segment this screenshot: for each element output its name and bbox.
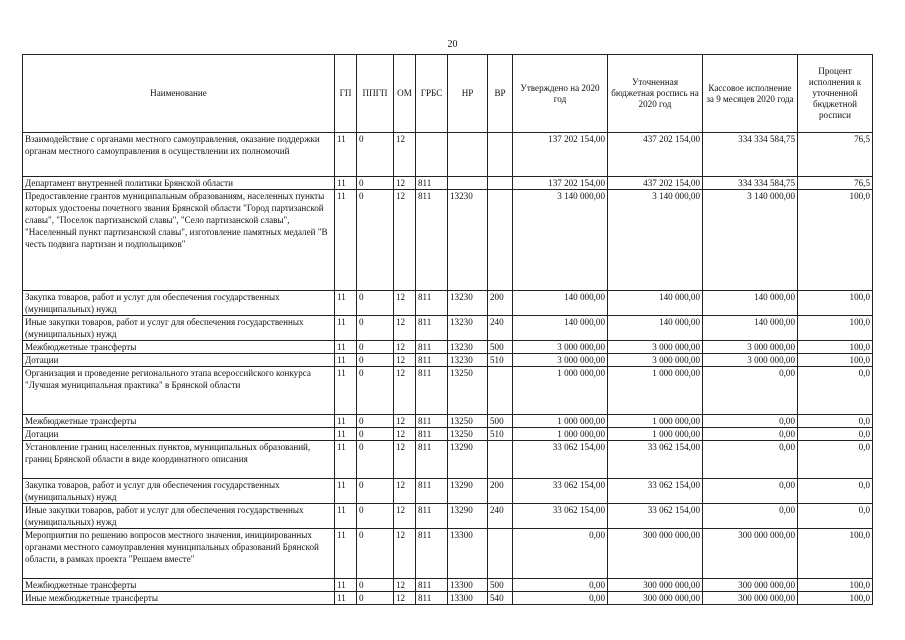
row-om-cell: 12 <box>394 415 416 428</box>
row-np-cell: 13290 <box>448 504 488 529</box>
table-row <box>23 354 873 367</box>
row-percent-cell: 100,0 <box>798 316 873 341</box>
table-row <box>23 367 873 415</box>
header-ppgp: ППГП <box>357 55 394 133</box>
row-np-cell: 13230 <box>448 354 488 367</box>
header-approved: Утверждено на 2020 год <box>513 55 608 133</box>
row-vr-cell: 240 <box>488 504 513 529</box>
table-row <box>23 579 873 592</box>
row-vr-cell <box>488 529 513 579</box>
row-refined-cell: 300 000 000,00 <box>608 579 703 592</box>
row-ppgp-cell: 0 <box>357 291 394 316</box>
row-gp-cell: 11 <box>335 133 357 177</box>
row-ppgp-cell: 0 <box>357 529 394 579</box>
row-vr-cell: 500 <box>488 415 513 428</box>
row-gp-cell: 11 <box>335 177 357 190</box>
row-name-cell: Взаимодействие с органами местного самоуправления, оказание поддержки органам местного самоуправления в осуществлении их полномочий <box>23 133 335 177</box>
row-ppgp-cell: 0 <box>357 133 394 177</box>
row-approved-cell: 0,00 <box>513 592 608 605</box>
row-om-cell: 12 <box>394 367 416 415</box>
header-percent: Процент исполнения к уточненной бюджетной росписи <box>798 55 873 133</box>
row-om-cell: 12 <box>394 504 416 529</box>
row-refined-cell: 1 000 000,00 <box>608 415 703 428</box>
row-cash-cell: 140 000,00 <box>703 291 798 316</box>
row-np-cell: 13230 <box>448 291 488 316</box>
row-approved-cell: 1 000 000,00 <box>513 367 608 415</box>
row-name-cell: Иные межбюджетные трансферты <box>23 592 335 605</box>
row-om-cell: 12 <box>394 479 416 504</box>
row-approved-cell: 3 000 000,00 <box>513 341 608 354</box>
row-percent-cell: 0,0 <box>798 367 873 415</box>
row-vr-cell <box>488 133 513 177</box>
row-gp-cell: 11 <box>335 316 357 341</box>
row-ppgp-cell: 0 <box>357 579 394 592</box>
row-cash-cell: 300 000 000,00 <box>703 529 798 579</box>
row-grbs-cell: 811 <box>416 529 448 579</box>
row-refined-cell: 140 000,00 <box>608 316 703 341</box>
row-grbs-cell: 811 <box>416 177 448 190</box>
row-approved-cell: 1 000 000,00 <box>513 415 608 428</box>
row-cash-cell: 0,00 <box>703 504 798 529</box>
table-header-row <box>23 55 873 133</box>
row-name-cell: Предоставление грантов муниципальным образованиям, населенных пункты которых удостоены почетного звания Брянской области "Город партизанской славы", "Поселок партизанской славы", "Село партизанской славы", "Населенный пункт партизанской славы", изготовление памятных медалей "В честь подвига партизан и подпольщиков" <box>23 190 335 291</box>
table-row <box>23 341 873 354</box>
row-grbs-cell: 811 <box>416 291 448 316</box>
row-om-cell: 12 <box>394 341 416 354</box>
table-row <box>23 504 873 529</box>
row-ppgp-cell: 0 <box>357 504 394 529</box>
row-gp-cell: 11 <box>335 428 357 441</box>
row-name-cell: Межбюджетные трансферты <box>23 341 335 354</box>
row-cash-cell: 0,00 <box>703 428 798 441</box>
row-grbs-cell: 811 <box>416 579 448 592</box>
header-np: НР <box>448 55 488 133</box>
row-om-cell: 12 <box>394 428 416 441</box>
row-om-cell: 12 <box>394 354 416 367</box>
row-vr-cell: 510 <box>488 428 513 441</box>
row-refined-cell: 437 202 154,00 <box>608 133 703 177</box>
row-ppgp-cell: 0 <box>357 441 394 479</box>
row-vr-cell: 500 <box>488 341 513 354</box>
row-approved-cell: 140 000,00 <box>513 291 608 316</box>
row-vr-cell: 510 <box>488 354 513 367</box>
row-np-cell: 13290 <box>448 441 488 479</box>
row-cash-cell: 334 334 584,75 <box>703 133 798 177</box>
row-ppgp-cell: 0 <box>357 367 394 415</box>
row-np-cell: 13300 <box>448 529 488 579</box>
row-grbs-cell: 811 <box>416 479 448 504</box>
row-ppgp-cell: 0 <box>357 316 394 341</box>
header-grbs: ГРБС <box>416 55 448 133</box>
row-approved-cell: 137 202 154,00 <box>513 133 608 177</box>
row-om-cell: 12 <box>394 579 416 592</box>
row-percent-cell: 100,0 <box>798 529 873 579</box>
row-percent-cell: 0,0 <box>798 441 873 479</box>
row-cash-cell: 0,00 <box>703 441 798 479</box>
row-cash-cell: 3 000 000,00 <box>703 341 798 354</box>
row-grbs-cell: 811 <box>416 341 448 354</box>
row-gp-cell: 11 <box>335 504 357 529</box>
row-vr-cell: 500 <box>488 579 513 592</box>
row-ppgp-cell: 0 <box>357 479 394 504</box>
row-refined-cell: 3 140 000,00 <box>608 190 703 291</box>
header-gp: ГП <box>335 55 357 133</box>
row-approved-cell: 33 062 154,00 <box>513 479 608 504</box>
row-gp-cell: 11 <box>335 415 357 428</box>
row-name-cell: Организация и проведение регионального этапа всероссийского конкурса "Лучшая муниципальная практика" в Брянской области <box>23 367 335 415</box>
row-approved-cell: 3 140 000,00 <box>513 190 608 291</box>
table-row <box>23 177 873 190</box>
row-vr-cell: 200 <box>488 291 513 316</box>
row-approved-cell: 1 000 000,00 <box>513 428 608 441</box>
row-gp-cell: 11 <box>335 190 357 291</box>
row-ppgp-cell: 0 <box>357 354 394 367</box>
row-cash-cell: 3 140 000,00 <box>703 190 798 291</box>
row-vr-cell <box>488 177 513 190</box>
row-name-cell: Департамент внутренней политики Брянской области <box>23 177 335 190</box>
row-name-cell: Дотации <box>23 354 335 367</box>
row-approved-cell: 0,00 <box>513 579 608 592</box>
row-gp-cell: 11 <box>335 341 357 354</box>
row-gp-cell: 11 <box>335 592 357 605</box>
row-vr-cell: 200 <box>488 479 513 504</box>
row-cash-cell: 0,00 <box>703 415 798 428</box>
row-percent-cell: 100,0 <box>798 592 873 605</box>
row-cash-cell: 140 000,00 <box>703 316 798 341</box>
row-ppgp-cell: 0 <box>357 177 394 190</box>
row-percent-cell: 100,0 <box>798 341 873 354</box>
row-np-cell: 13230 <box>448 316 488 341</box>
row-grbs-cell: 811 <box>416 428 448 441</box>
row-name-cell: Установление границ населенных пунктов, муниципальных образований, границ Брянской области в виде координатного описания <box>23 441 335 479</box>
row-cash-cell: 3 000 000,00 <box>703 354 798 367</box>
row-om-cell: 12 <box>394 529 416 579</box>
header-om: ОМ <box>394 55 416 133</box>
row-percent-cell: 76,5 <box>798 133 873 177</box>
row-grbs-cell: 811 <box>416 415 448 428</box>
row-percent-cell: 100,0 <box>798 291 873 316</box>
row-percent-cell: 100,0 <box>798 579 873 592</box>
row-percent-cell: 0,0 <box>798 479 873 504</box>
header-cash: Кассовое исполнение за 9 месяцев 2020 года <box>703 55 798 133</box>
row-gp-cell: 11 <box>335 579 357 592</box>
row-om-cell: 12 <box>394 441 416 479</box>
row-gp-cell: 11 <box>335 479 357 504</box>
row-grbs-cell: 811 <box>416 354 448 367</box>
row-om-cell: 12 <box>394 190 416 291</box>
row-gp-cell: 11 <box>335 291 357 316</box>
row-name-cell: Иные закупки товаров, работ и услуг для обеспечения государственных (муниципальных) нужд <box>23 316 335 341</box>
header-vr: ВР <box>488 55 513 133</box>
row-np-cell: 13230 <box>448 341 488 354</box>
row-refined-cell: 33 062 154,00 <box>608 479 703 504</box>
row-cash-cell: 0,00 <box>703 479 798 504</box>
row-refined-cell: 300 000 000,00 <box>608 529 703 579</box>
header-name: Наименование <box>23 55 335 133</box>
table-row <box>23 316 873 341</box>
row-ppgp-cell: 0 <box>357 415 394 428</box>
row-grbs-cell <box>416 133 448 177</box>
row-refined-cell: 33 062 154,00 <box>608 441 703 479</box>
row-name-cell: Мероприятия по решению вопросов местного значения, инициированных органами местного самоуправления муниципальных образований Брянской области, в рамках проекта "Решаем вместе" <box>23 529 335 579</box>
row-grbs-cell: 811 <box>416 504 448 529</box>
row-np-cell: 13250 <box>448 428 488 441</box>
row-vr-cell: 540 <box>488 592 513 605</box>
row-grbs-cell: 811 <box>416 316 448 341</box>
row-np-cell <box>448 177 488 190</box>
table-row <box>23 441 873 479</box>
row-refined-cell: 3 000 000,00 <box>608 341 703 354</box>
row-om-cell: 12 <box>394 177 416 190</box>
row-om-cell: 12 <box>394 316 416 341</box>
row-ppgp-cell: 0 <box>357 190 394 291</box>
row-np-cell: 13300 <box>448 579 488 592</box>
row-approved-cell: 140 000,00 <box>513 316 608 341</box>
row-approved-cell: 3 000 000,00 <box>513 354 608 367</box>
row-percent-cell: 0,0 <box>798 504 873 529</box>
row-name-cell: Закупка товаров, работ и услуг для обеспечения государственных (муниципальных) нужд <box>23 291 335 316</box>
row-approved-cell: 33 062 154,00 <box>513 504 608 529</box>
row-om-cell: 12 <box>394 592 416 605</box>
row-percent-cell: 100,0 <box>798 190 873 291</box>
row-vr-cell <box>488 190 513 291</box>
table-row <box>23 415 873 428</box>
row-ppgp-cell: 0 <box>357 592 394 605</box>
row-refined-cell: 3 000 000,00 <box>608 354 703 367</box>
row-np-cell: 13300 <box>448 592 488 605</box>
row-cash-cell: 300 000 000,00 <box>703 592 798 605</box>
row-gp-cell: 11 <box>335 367 357 415</box>
table-row <box>23 428 873 441</box>
row-name-cell: Межбюджетные трансферты <box>23 415 335 428</box>
row-grbs-cell: 811 <box>416 190 448 291</box>
header-refined: Уточненная бюджетная роспись на 2020 год <box>608 55 703 133</box>
row-om-cell: 12 <box>394 133 416 177</box>
row-percent-cell: 0,0 <box>798 428 873 441</box>
table-row <box>23 133 873 177</box>
row-vr-cell <box>488 367 513 415</box>
row-approved-cell: 33 062 154,00 <box>513 441 608 479</box>
table-row <box>23 529 873 579</box>
row-refined-cell: 1 000 000,00 <box>608 428 703 441</box>
row-np-cell <box>448 133 488 177</box>
row-approved-cell: 137 202 154,00 <box>513 177 608 190</box>
row-refined-cell: 1 000 000,00 <box>608 367 703 415</box>
row-np-cell: 13290 <box>448 479 488 504</box>
row-refined-cell: 300 000 000,00 <box>608 592 703 605</box>
row-percent-cell: 0,0 <box>798 415 873 428</box>
row-refined-cell: 140 000,00 <box>608 291 703 316</box>
table-row <box>23 479 873 504</box>
row-np-cell: 13250 <box>448 367 488 415</box>
budget-execution-table <box>22 54 873 605</box>
row-percent-cell: 100,0 <box>798 354 873 367</box>
row-gp-cell: 11 <box>335 441 357 479</box>
row-cash-cell: 300 000 000,00 <box>703 579 798 592</box>
row-grbs-cell: 811 <box>416 441 448 479</box>
row-cash-cell: 334 334 584,75 <box>703 177 798 190</box>
row-name-cell: Иные закупки товаров, работ и услуг для обеспечения государственных (муниципальных) нужд <box>23 504 335 529</box>
row-grbs-cell: 811 <box>416 367 448 415</box>
row-grbs-cell: 811 <box>416 592 448 605</box>
table-row <box>23 291 873 316</box>
row-name-cell: Межбюджетные трансферты <box>23 579 335 592</box>
row-vr-cell: 240 <box>488 316 513 341</box>
row-om-cell: 12 <box>394 291 416 316</box>
row-gp-cell: 11 <box>335 529 357 579</box>
table-row <box>23 592 873 605</box>
row-name-cell: Закупка товаров, работ и услуг для обеспечения государственных (муниципальных) нужд <box>23 479 335 504</box>
row-refined-cell: 437 202 154,00 <box>608 177 703 190</box>
row-gp-cell: 11 <box>335 354 357 367</box>
row-vr-cell <box>488 441 513 479</box>
row-np-cell: 13230 <box>448 190 488 291</box>
row-np-cell: 13250 <box>448 415 488 428</box>
row-name-cell: Дотации <box>23 428 335 441</box>
row-ppgp-cell: 0 <box>357 428 394 441</box>
row-cash-cell: 0,00 <box>703 367 798 415</box>
row-approved-cell: 0,00 <box>513 529 608 579</box>
table-row <box>23 190 873 291</box>
row-percent-cell: 76,5 <box>798 177 873 190</box>
row-refined-cell: 33 062 154,00 <box>608 504 703 529</box>
row-ppgp-cell: 0 <box>357 341 394 354</box>
page-number: 20 <box>447 39 458 50</box>
